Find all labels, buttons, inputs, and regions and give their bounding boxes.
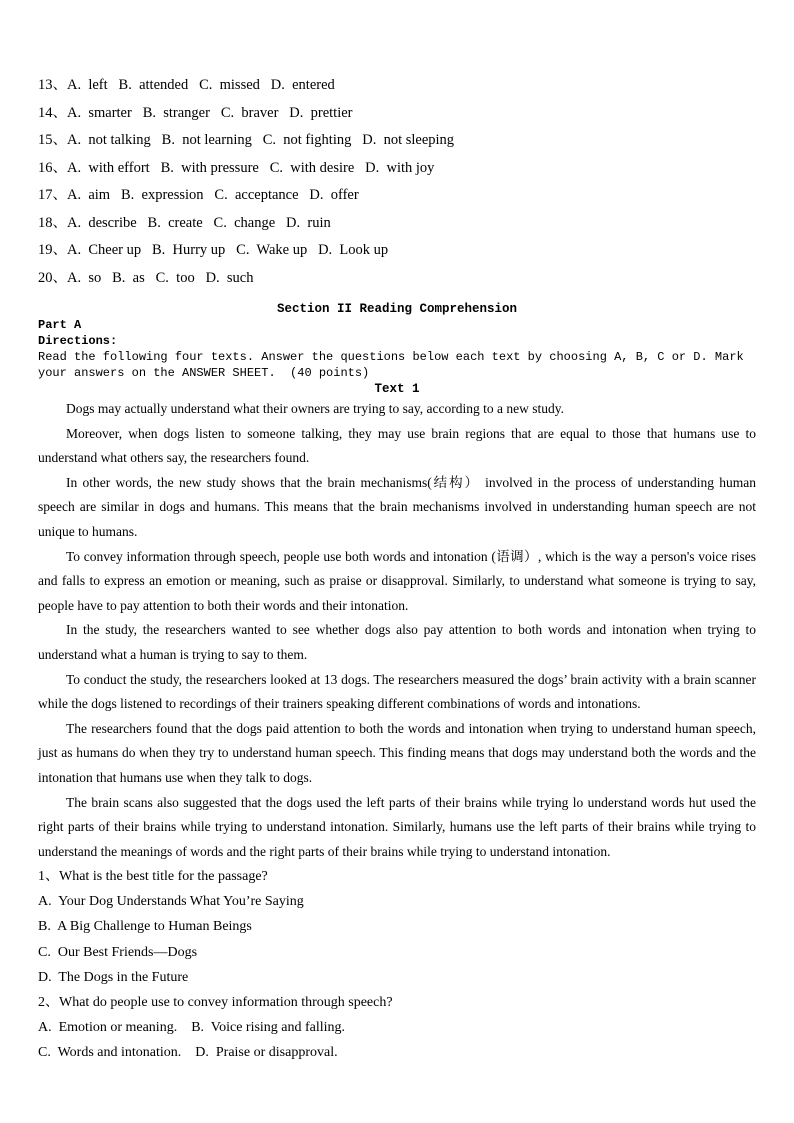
question-line: A. Emotion or meaning. B. Voice rising and falling. bbox=[38, 1019, 346, 1035]
question-line: D. The Dogs in the Future bbox=[38, 969, 189, 985]
cloze-option-line: 13、A. left B. attended C. missed D. entered bbox=[38, 77, 335, 93]
question-line: A. Your Dog Understands What You’re Saying bbox=[38, 894, 304, 910]
directions-label: Directions: bbox=[38, 334, 118, 348]
question-line: B. A Big Challenge to Human Beings bbox=[38, 919, 252, 935]
cloze-option-line: 17、A. aim B. expression C. acceptance D. offer bbox=[38, 187, 359, 203]
cloze-option-line: 19、A. Cheer up B. Hurry up C. Wake up D. Look up bbox=[38, 242, 389, 258]
cloze-option-line: 14、A. smarter B. stranger C. braver D. prettier bbox=[38, 104, 353, 121]
passage-paragraph: Moreover, when dogs listen to someone talking, they may use brain regions that are equal to those that humans use to understand what others say, the researchers found. bbox=[38, 425, 756, 466]
question-line: 2、What do people use to convey information through speech? bbox=[38, 994, 393, 1010]
passage-paragraph: To conduct the study, the researchers looked at 13 dogs. The researchers measured the dogs’ brain activity with a brain scanner while the dogs listened to recordings of their trainers speaking different combinations of words and intonations. bbox=[38, 671, 756, 712]
reading-passage bbox=[38, 397, 756, 864]
reading-questions bbox=[38, 864, 756, 1065]
directions-text: Read the following four texts. Answer the questions below each text by choosing A, B, C or D. Mark your answers on the ANSWER SHEET. (40 points) bbox=[38, 350, 751, 380]
cloze-option-line: 15、A. not talking B. not learning C. not fighting D. not sleeping bbox=[38, 132, 455, 148]
passage-paragraph: To convey information through speech, people use both words and intonation (语调）, which is the way a person's voice rises and falls to express an emotion or meaning, such as praise or disapproval. Similarly, to understand what someone is trying to say, people have to pay attention to both their words and their intonation. bbox=[38, 548, 756, 613]
section-heading: Section II Reading Comprehension bbox=[276, 302, 518, 316]
cloze-option-line: 18、A. describe B. create C. change D. ruin bbox=[38, 214, 331, 231]
question-line: C. Our Best Friends—Dogs bbox=[38, 944, 198, 960]
question-line: 1、What is the best title for the passage? bbox=[38, 869, 268, 885]
passage-paragraph: The researchers found that the dogs paid attention to both the words and intonation when trying to understand human speech, just as humans do when they try to understand human speech. This finding means that dogs may understand both the words and the intonation that humans use when they talk to dogs. bbox=[38, 720, 756, 785]
cloze-option-line: 20、A. so B. as C. too D. such bbox=[38, 269, 254, 286]
part-label: Part A bbox=[38, 318, 82, 332]
passage-paragraph: In the study, the researchers wanted to see whether dogs also pay attention to both words and intonation when trying to understand what a human is trying to say to them. bbox=[38, 622, 756, 662]
text-title: Text 1 bbox=[374, 382, 420, 396]
cloze-options-list bbox=[38, 72, 756, 292]
passage-paragraph: The brain scans also suggested that the dogs used the left parts of their brains while trying lo understand words hut used the right parts of their brains while trying to understand intonation. Similarly, humans use the left parts of their brains while trying to understand the meanings of words and the right parts of their brains while trying to understand intonation. bbox=[38, 794, 756, 859]
cloze-option-line: 16、A. with effort B. with pressure C. with desire D. with joy bbox=[38, 159, 435, 176]
question-line: C. Words and intonation. D. Praise or disapproval. bbox=[38, 1044, 338, 1060]
passage-paragraph: Dogs may actually understand what their owners are trying to say, according to a new study. bbox=[66, 401, 564, 416]
passage-paragraph: In other words, the new study shows that the brain mechanisms(结构） involved in the process of understanding human speech are similar in dogs and humans. This means that the brain mechanisms involved in understanding human speech are not unique to humans. bbox=[38, 474, 756, 539]
